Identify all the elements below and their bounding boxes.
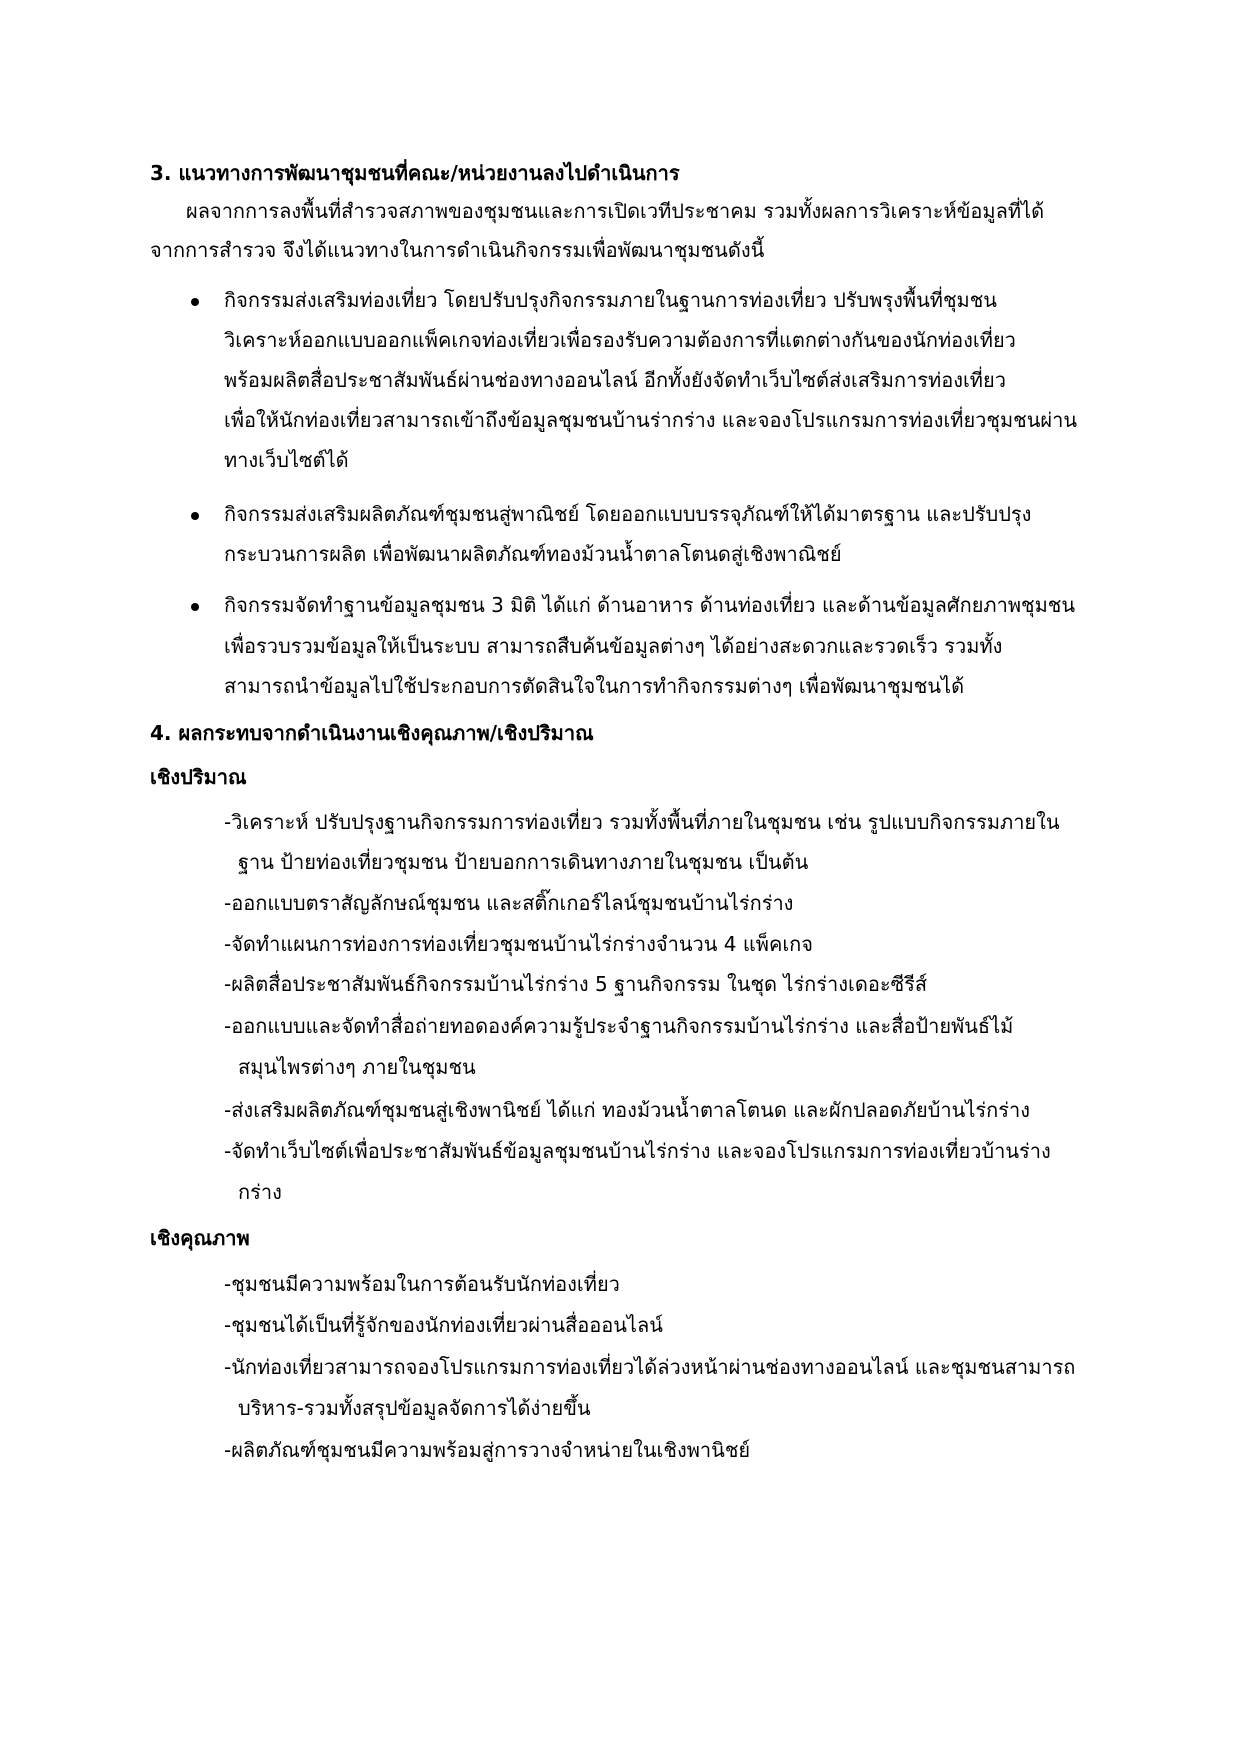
qualitative-item-2: -ชุมชนได้เป็นที่รู้จักของนักท่องเที่ยวผ่านสื่อออนไลน์ bbox=[224, 1313, 663, 1337]
section-3-heading: 3. แนวทางการพัฒนาชุมชนที่คณะ/หน่วยงานลงไปดำเนินการ bbox=[150, 161, 680, 185]
quantitative-item-7-line-1: -จัดทำเว็บไซต์เพื่อประชาสัมพันธ์ข้อมูลชุมชนบ้านไร่กร่าง และจองโปรแกรมการท่องเที่ยวบ้านร่าง bbox=[224, 1139, 1051, 1163]
bullet-3-line-3: สามารถนำข้อมูลไปใช้ประกอบการตัดสินใจในการทำกิจกรรมต่างๆ เพื่อพัฒนาชุมชนได้ bbox=[224, 674, 965, 698]
bullet-1-line-3: พร้อมผลิตสื่อประชาสัมพันธ์ผ่านช่องทางออนไลน์ อีกทั้งยังจัดทำเว็บไซต์ส่งเสริมการท่องเที่ยว bbox=[224, 368, 1006, 392]
qualitative-item-4: -ผลิตภัณฑ์ชุมชนมีความพร้อมสู่การวางจำหน่ายในเชิงพานิชย์ bbox=[224, 1438, 751, 1462]
bullet-3-line-1: กิจกรรมจัดทำฐานข้อมูลชุมชน 3 มิติ ได้แก่ ด้านอาหาร ด้านท่องเที่ยว และด้านข้อมูลศักยภาพชุมชน bbox=[224, 593, 1076, 617]
quantitative-item-1-line-1: -วิเคราะห์ ปรับปรุงฐานกิจกรรมการท่องเที่ยว รวมทั้งพื้นที่ภายในชุมชน เช่น รูปแบบกิจกรรมภายใน bbox=[224, 810, 1060, 834]
qualitative-item-1: -ชุมชนมีความพร้อมในการต้อนรับนักท่องเที่ยว bbox=[224, 1272, 620, 1296]
bullet-1-line-1: กิจกรรมส่งเสริมท่องเที่ยว โดยปรับปรุงกิจกรรมภายในฐานการท่องเที่ยว ปรับพรุงพื้นที่ชุมชน bbox=[224, 288, 997, 312]
quantitative-item-6: -ส่งเสริมผลิตภัณฑ์ชุมชนสู่เชิงพานิชย์ ได้แก่ ทองม้วนน้ำตาลโตนด และผักปลอดภัยบ้านไร่กร่าง bbox=[224, 1098, 1030, 1122]
section-4-heading: 4. ผลกระทบจากดำเนินงานเชิงคุณภาพ/เชิงปริมาณ bbox=[150, 721, 594, 745]
bullet-1-line-4: เพื่อให้นักท่องเที่ยวสามารถเข้าถึงข้อมูลชุมชนบ้านร่ากร่าง และจองโปรแกรมการท่องเที่ยวชุมชนผ่าน bbox=[224, 408, 1078, 432]
bullet-icon bbox=[191, 603, 199, 611]
quantitative-item-7-line-2: กร่าง bbox=[238, 1180, 282, 1204]
qualitative-item-3-line-2: บริหาร-รวมทั้งสรุปข้อมูลจัดการได้ง่ายขึ้น bbox=[238, 1396, 591, 1420]
bullet-2-line-1: กิจกรรมส่งเสริมผลิตภัณฑ์ชุมชนสู่พาณิชย์ โดยออกแบบบรรจุภัณฑ์ให้ได้มาตรฐาน และปรับปรุง bbox=[224, 502, 1032, 526]
quantitative-item-3: -จัดทำแผนการท่องการท่องเที่ยวชุมชนบ้านไร่กร่างจำนวน 4 แพ็คเกจ bbox=[224, 932, 814, 956]
bullet-icon bbox=[191, 298, 199, 306]
bullet-2-line-2: กระบวนการผลิต เพื่อพัฒนาผลิตภัณฑ์ทองม้วนน้ำตาลโตนดสู่เชิงพาณิชย์ bbox=[224, 542, 842, 566]
section-3-intro-line-1: ผลจากการลงพื้นที่สำรวจสภาพของชุมชนและการเปิดเวทีประชาคม รวมทั้งผลการวิเคราะห์ข้อมูลที่ได้ bbox=[186, 199, 1045, 223]
quantitative-heading: เชิงปริมาณ bbox=[150, 765, 247, 789]
bullet-1-line-5: ทางเว็บไซต์ได้ bbox=[224, 448, 349, 472]
bullet-icon bbox=[191, 512, 199, 520]
quantitative-item-1-line-2: ฐาน ป้ายท่องเที่ยวชุมชน ป้ายบอกการเดินทางภายในชุมชน เป็นต้น bbox=[238, 850, 809, 874]
qualitative-heading: เชิงคุณภาพ bbox=[150, 1226, 250, 1250]
quantitative-item-5-line-2: สมุนไพรต่างๆ ภายในชุมชน bbox=[238, 1055, 476, 1079]
bullet-1-line-2: วิเคราะห์ออกแบบออกแพ็คเกจท่องเที่ยวเพื่อรองรับความต้องการที่แตกต่างกันของนักท่องเที่ยว bbox=[224, 328, 1016, 352]
section-3-intro-line-2: จากการสำรวจ จึงได้แนวทางในการดำเนินกิจกรรมเพื่อพัฒนาชุมชนดังนี้ bbox=[150, 238, 765, 262]
quantitative-item-5-line-1: -ออกแบบและจัดทำสื่อถ่ายทอดองค์ความรู้ประจำฐานกิจกรรมบ้านไร่กร่าง และสื่อป้ายพันธ์ไม้ bbox=[224, 1014, 1014, 1038]
quantitative-item-4: -ผลิตสื่อประชาสัมพันธ์กิจกรรมบ้านไร่กร่าง 5 ฐานกิจกรรม ในชุด ไร่กร่างเดอะซีรีส์ bbox=[224, 972, 928, 996]
bullet-3-line-2: เพื่อรวบรวมข้อมูลให้เป็นระบบ สามารถสืบค้นข้อมูลต่างๆ ได้อย่างสะดวกและรวดเร็ว รวมทั้ง bbox=[224, 634, 1003, 658]
quantitative-item-2: -ออกแบบตราสัญลักษณ์ชุมชน และสติ๊กเกอร์ไลน์ชุมชนบ้านไร่กร่าง bbox=[224, 891, 794, 915]
qualitative-item-3-line-1: -นักท่องเที่ยวสามารถจองโปรแกรมการท่องเที่ยวได้ล่วงหน้าผ่านช่องทางออนไลน์ และชุมชนสามารถ bbox=[224, 1355, 1076, 1379]
